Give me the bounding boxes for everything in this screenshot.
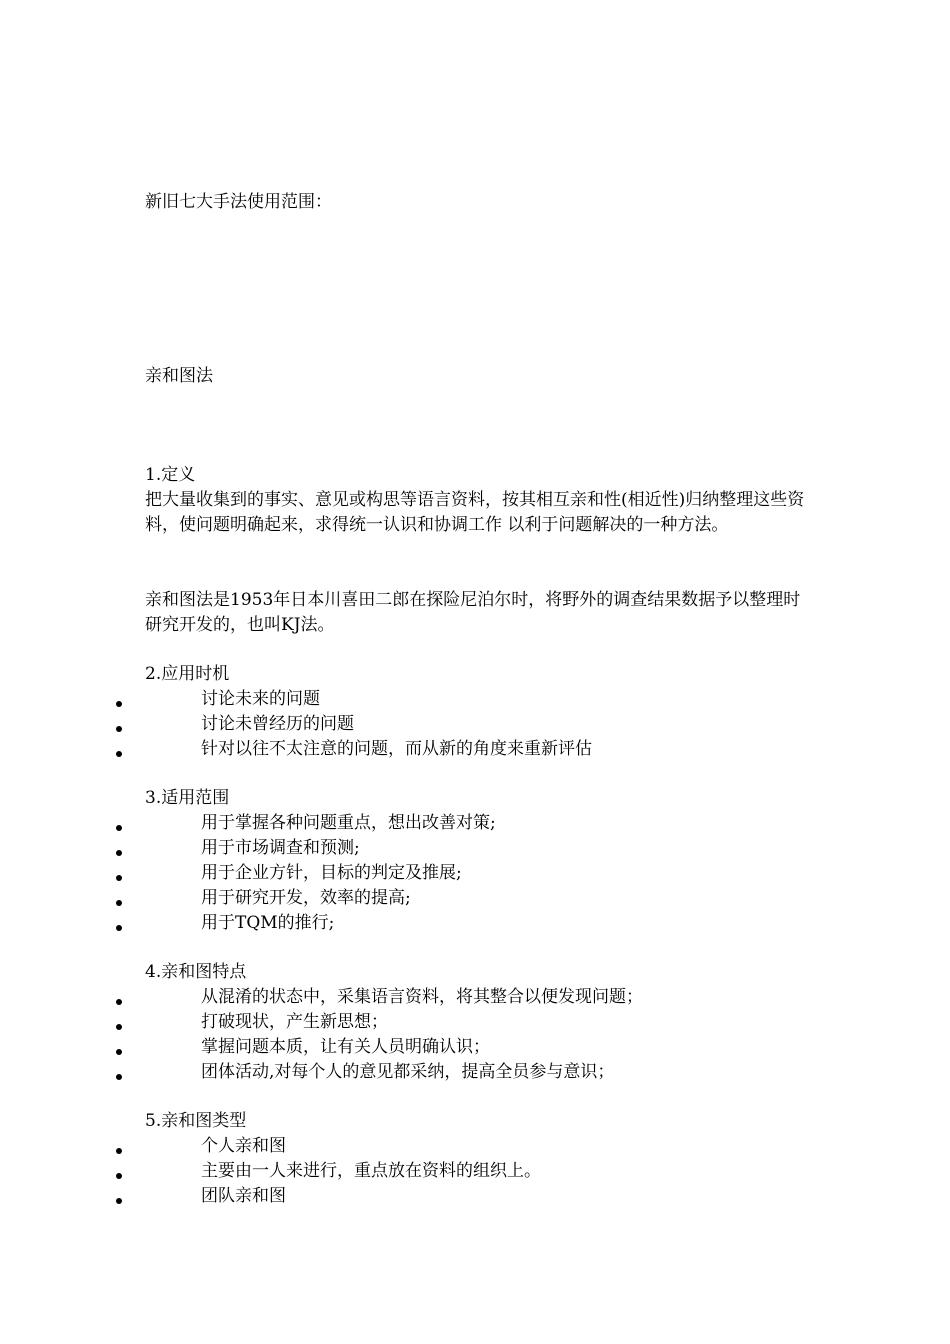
bullet-icon [116, 925, 122, 931]
bullet-icon [116, 875, 122, 881]
method-title: 亲和图法 [145, 366, 213, 386]
section-types-title: 5.亲和图类型 [145, 1111, 247, 1131]
bullet-icon [116, 1198, 122, 1204]
bullet-icon [116, 999, 122, 1005]
bullet-icon [116, 1024, 122, 1030]
section-definition-title: 1.定义 [145, 465, 196, 485]
section-features-title: 4.亲和图特点 [145, 962, 247, 982]
bullet-icon [116, 900, 122, 906]
section-scope-title: 3.适用范围 [145, 788, 230, 808]
document-page: 新旧七大手法使用范围： 亲和图法 1.定义 把大量收集到的事实、意见或构思等语言资料，按其相互亲和性(相近性)归纳整理这些资料，使问题明确起来，求得统一认识和协调工作 以利于问题解决的一种方法。 亲和图法是1953年日本川喜田二郎在探险尼泊尔时，将野外的调查结果数据予以整理时研究开发的，也叫KJ法。 2.应用时机 讨论未来的问题 讨论未曾经历的问题 针对以往不太注意的问题，而从新的角度来重新评估 3.适用范围 用于掌握各种问题重点，想出改善对策; 用于市场调查和预测; 用于企业方针，目标的判定及推展; 用于研究开发，效率的提高; 用于TQM的推行; 4.亲和图特点 从混淆的状态中，采集语言资料，将其整合以便发现问题； 打破现状，产生新思想； 掌握问题本质，让有关人员明确认识； 团体活动,对每个人的意见都采纳，提高全员参与意识； 5.亲和图类型 个人亲和图 主要由一人来进行，重点放在资料的组织上。 团队亲和图 [0, 0, 950, 1344]
bullet-icon [116, 850, 122, 856]
bullet-icon [116, 1173, 122, 1179]
bullet-icon [116, 1074, 122, 1080]
bullet-icon [116, 1148, 122, 1154]
history-paragraph: 亲和图法是1953年日本川喜田二郎在探险尼泊尔时，将野外的调查结果数据予以整理时研究开发的，也叫KJ法。 [145, 590, 801, 635]
bullet-icon [116, 1049, 122, 1055]
bullet-icon [116, 825, 122, 831]
bullet-icon [116, 751, 122, 757]
bullet-icon [116, 701, 122, 707]
bullet-icon [116, 726, 122, 732]
section-timing-title: 2.应用时机 [145, 664, 230, 684]
definition-paragraph: 把大量收集到的事实、意见或构思等语言资料，按其相互亲和性(相近性)归纳整理这些资料，使问题明确起来，求得统一认识和协调工作 以利于问题解决的一种方法。 [145, 490, 805, 535]
document-title: 新旧七大手法使用范围： [145, 192, 332, 212]
